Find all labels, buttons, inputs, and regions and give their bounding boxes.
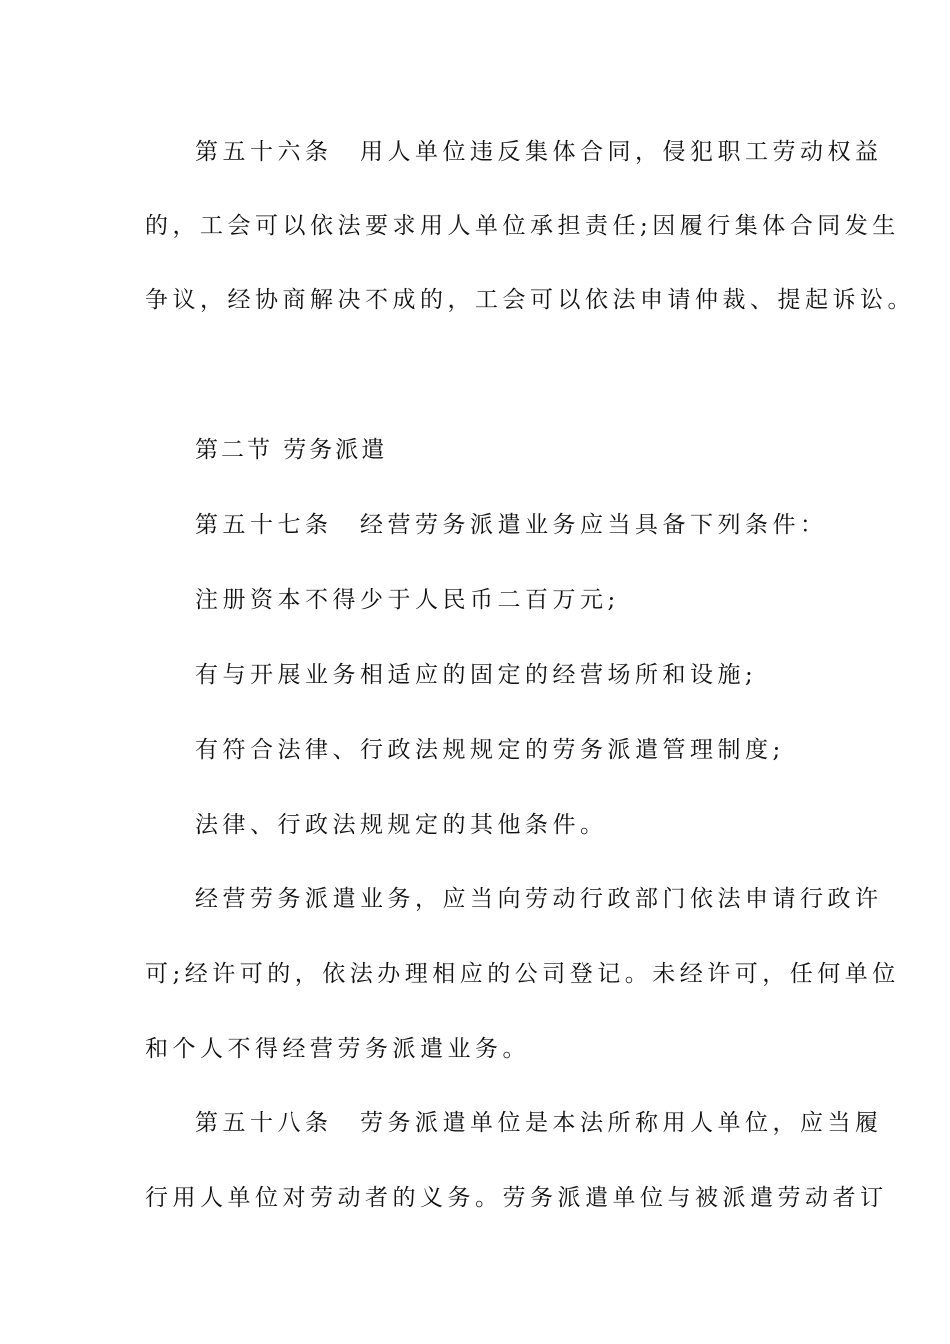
article-57-condition-1: 注册资本不得少于人民币二百万元; xyxy=(195,587,620,613)
article-57-intro: 第五十七条 经营劳务派遣业务应当具备下列条件： xyxy=(195,512,828,538)
article-56-line-2: 的，工会可以依法要求用人单位承担责任;因履行集体合同发生 xyxy=(145,213,900,239)
section-heading: 第二节 劳务派遣 xyxy=(195,437,388,463)
article-58-line-2: 行用人单位对劳动者的义务。劳务派遣单位与被派遣劳动者订 xyxy=(145,1185,888,1211)
article-57-condition-2: 有与开展业务相适应的固定的经营场所和设施; xyxy=(195,662,758,688)
article-57-paragraph-line-1: 经营劳务派遣业务，应当向劳动行政部门依法申请行政许 xyxy=(195,886,883,912)
article-57-condition-3: 有符合法律、行政法规规定的劳务派遣管理制度; xyxy=(195,737,785,763)
article-57-paragraph-line-3: 和个人不得经营劳务派遣业务。 xyxy=(145,1036,530,1062)
article-56-line-1: 第五十六条 用人单位违反集体合同，侵犯职工劳动权益 xyxy=(195,139,883,165)
article-57-condition-4: 法律、行政法规规定的其他条件。 xyxy=(195,812,608,838)
article-57-paragraph-line-2: 可;经许可的，依法办理相应的公司登记。未经许可，任何单位 xyxy=(145,961,900,987)
article-58-line-1: 第五十八条 劳务派遣单位是本法所称用人单位，应当履 xyxy=(195,1110,883,1136)
article-56-line-3: 争议，经协商解决不成的，工会可以依法申请仲裁、提起诉讼。 xyxy=(145,287,915,313)
